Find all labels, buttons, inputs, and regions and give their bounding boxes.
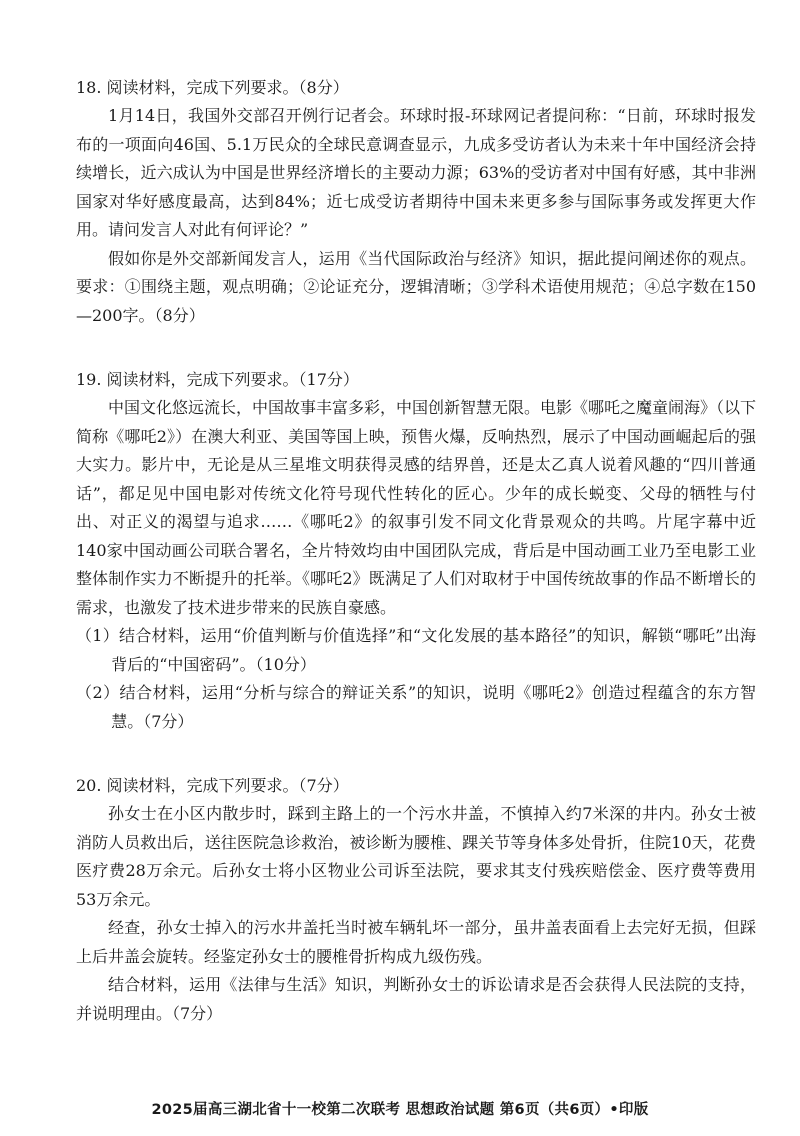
question-20-material-1: 孙女士在小区内散步时，踩到主路上的一个污水井盖，不慎掉入约7米深的井内。孙女士被消防人员救出后，送往医院急诊救治，被诊断为腰椎、踝关节等身体多处骨折，住院10天，花费医疗费28万余元。后孙女士将小区物业公司诉至法院，要求其支付残疾赔偿金、医疗费等费用53万余元。 xyxy=(76,804,756,909)
question-18-title: 18. 阅读材料，完成下列要求。（8分） xyxy=(76,78,349,97)
question-18-material: 1月14日，我国外交部召开例行记者会。环球时报-环球网记者提问称：“日前，环球时报发布的一项面向46国、5.1万民众的全球民意调查显示，九成多受访者认为未来十年中国经济会持续增长，近六成认为中国是世界经济增长的主要动力源；63%的受访者对中国有好感，其中非洲国家对华好感度最高，达到84%；近七成受访者期待中国未来更多参与国际事务或发挥更大作用。请问发言人对此有何评论？” xyxy=(76,106,756,239)
question-20-requirement: 结合材料，运用《法律与生活》知识，判断孙女士的诉讼请求是否会获得人民法院的支持，并说明理由。（7分） xyxy=(76,975,756,1023)
question-20 xyxy=(76,772,756,1028)
question-20-title: 20. 阅读材料，完成下列要求。（7分） xyxy=(76,776,349,795)
question-19-sub-1: （1）结合材料，运用“价值判断与价值选择”和“文化发展的基本路径”的知识，解锁“哪吒”出海背后的“中国密码”。（10分） xyxy=(76,626,756,674)
question-18-requirement: 假如你是外交部新闻发言人，运用《当代国际政治与经济》知识，据此提问阐述你的观点。要求：①围绕主题，观点明确；②论证充分，逻辑清晰；③学科术语使用规范；④总字数在150—200字。（8分） xyxy=(76,248,756,325)
page-footer: 2025届高三湖北省十一校第二次联考 思想政治试题 第6页（共6页）•印版 xyxy=(151,1102,649,1118)
question-19 xyxy=(76,366,756,736)
question-19-material: 中国文化悠远流长，中国故事丰富多彩，中国创新智慧无限。电影《哪吒之魔童闹海》（以下简称《哪吒2》）在澳大利亚、美国等国上映，预售火爆，反响热烈，展示了中国动画崛起后的强大实力。影片中，无论是从三星堆文明获得灵感的结界兽，还是太乙真人说着风趣的“四川普通话”，都足见中国电影对传统文化符号现代性转化的匠心。少年的成长蜕变、父母的牺牲与付出、对正义的渴望与追求……《哪吒2》的叙事引发不同文化背景观众的共鸣。片尾字幕中近140家中国动画公司联合署名，全片特效均由中国团队完成，背后是中国动画工业乃至电影工业整体制作实力不断提升的托举。《哪吒2》既满足了人们对取材于中国传统故事的作品不断增长的需求，也激发了技术进步带来的民族自豪感。 xyxy=(76,398,757,617)
question-20-material-2: 经查，孙女士掉入的污水井盖托当时被车辆轧坏一部分，虽井盖表面看上去完好无损，但踩上后井盖会旋转。经鉴定孙女士的腰椎骨折构成九级伤残。 xyxy=(76,918,756,966)
question-18 xyxy=(76,74,756,330)
question-19-sub-2: （2）结合材料，运用“分析与综合的辩证关系”的知识，说明《哪吒2》创造过程蕴含的东方智慧。（7分） xyxy=(76,683,756,731)
question-19-title: 19. 阅读材料，完成下列要求。（17分） xyxy=(76,370,359,389)
